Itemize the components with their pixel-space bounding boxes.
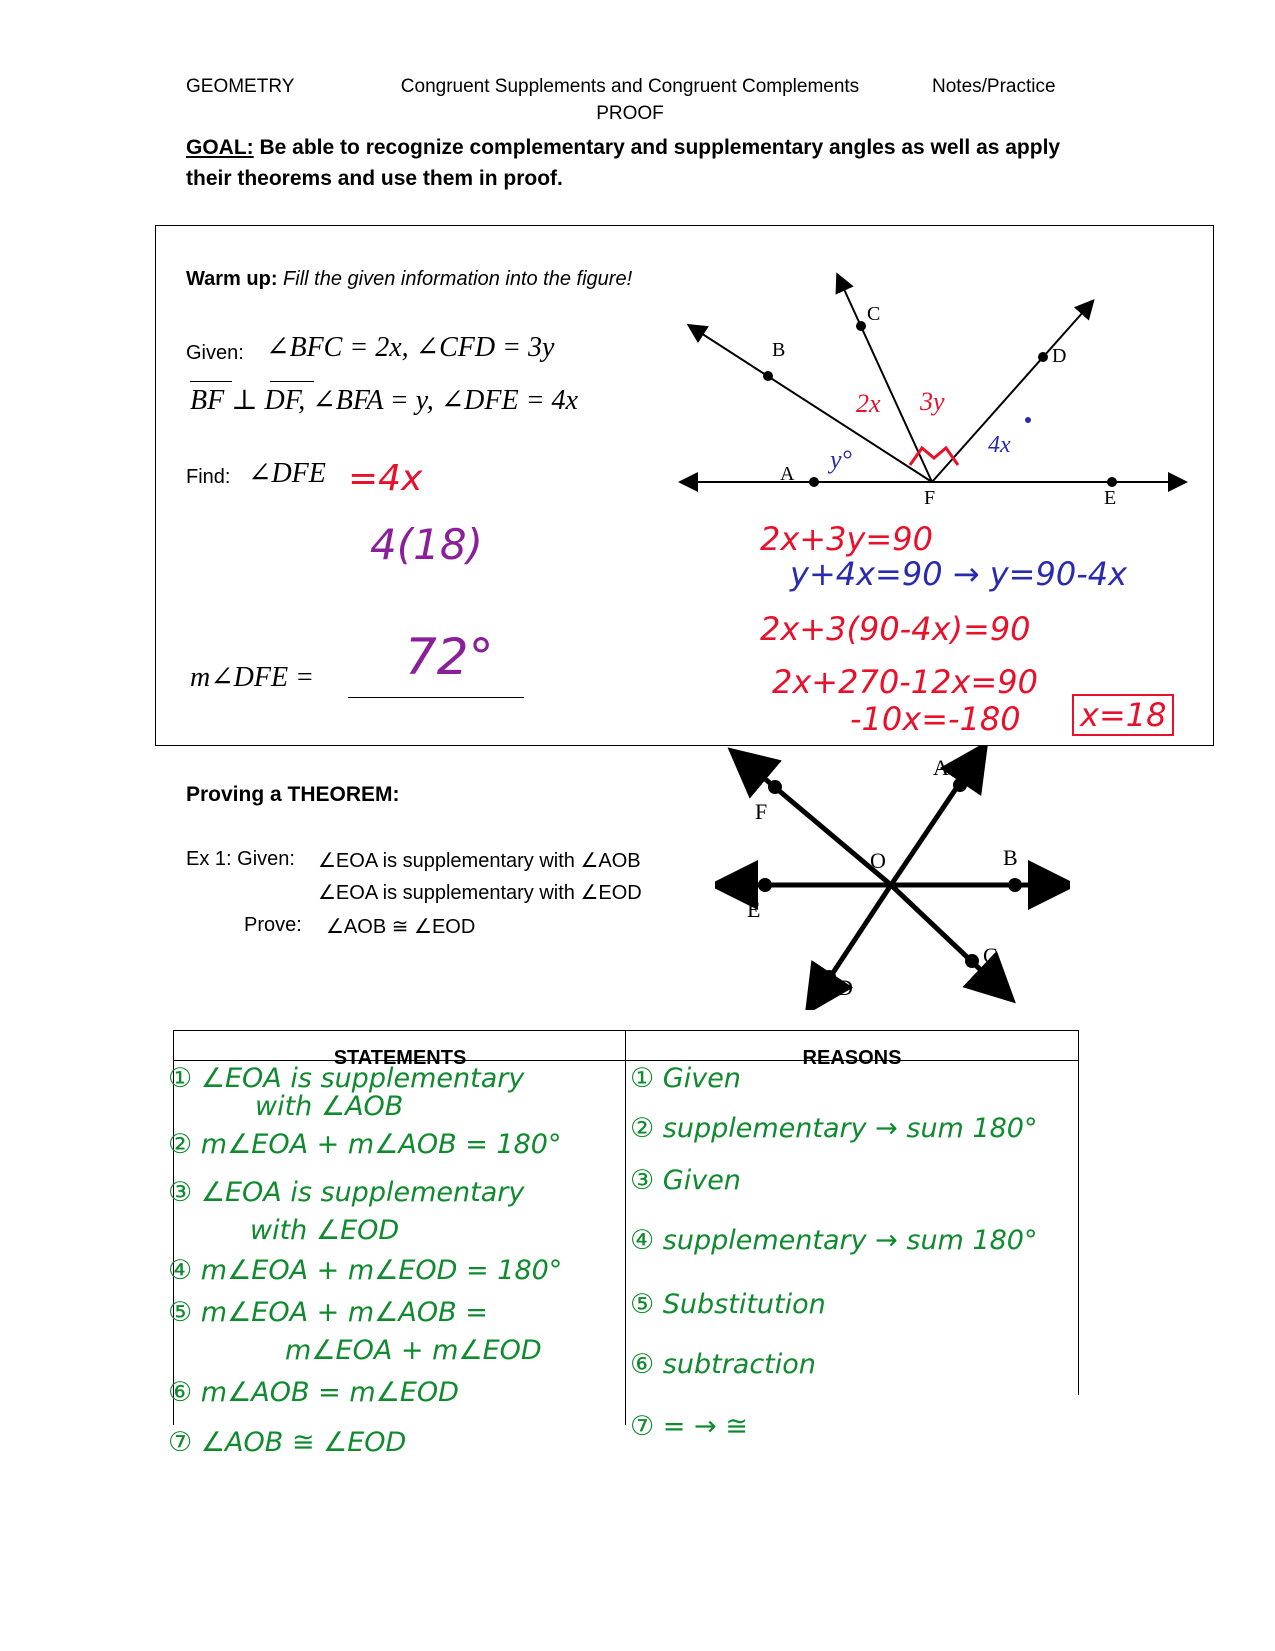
theorem-figure: [715, 745, 1070, 1010]
given-statement-2: ∠EOA is supplementary with ∠EOD: [318, 882, 642, 904]
label-d: D: [1052, 345, 1067, 367]
label-o: O: [870, 848, 886, 873]
reason-3: ③ Given: [630, 1165, 741, 1196]
label-d: D: [837, 975, 853, 1000]
point-f: [768, 780, 782, 794]
label-e: E: [747, 897, 761, 922]
answer-label: m∠DFE =: [190, 662, 315, 693]
point-d: [1038, 352, 1048, 362]
goal-text: Be able to recognize complementary and supplementary angles as well as apply their theorems and use them in proof.: [186, 136, 1061, 190]
ex-label: Ex 1: Given:: [186, 848, 295, 870]
label-e: E: [1104, 487, 1117, 509]
label-b: B: [772, 339, 786, 361]
find-label: Find:: [186, 466, 231, 488]
hand-eq-4x: =4x: [348, 458, 423, 499]
angle-label-3y: 3y: [920, 387, 945, 416]
angle-label-y: y°: [830, 445, 852, 474]
angle-label-4x: 4x: [988, 432, 1011, 458]
reasons-header: REASONS: [802, 1047, 902, 1069]
statement-5-cont: m∠EOA + m∠EOD: [285, 1335, 542, 1366]
statement-3: ③ ∠EOA is supplementary: [168, 1177, 525, 1208]
segment-bar-bf: [190, 381, 232, 382]
degree-dot: [1025, 417, 1031, 423]
label-a: A: [933, 755, 949, 780]
header-subject: GEOMETRY: [186, 76, 295, 97]
header-title: Congruent Supplements and Congruent Complements: [400, 76, 860, 97]
goal-statement: [186, 132, 1066, 194]
warmup-figure: [670, 260, 1200, 510]
prove-value: ∠AOB ≅ ∠EOD: [326, 916, 476, 938]
point-e: [758, 878, 772, 892]
point-b: [1008, 878, 1022, 892]
label-c: C: [867, 303, 881, 325]
point-a: [809, 477, 819, 487]
warmup-label: Warm up:: [186, 268, 278, 290]
find-value: ∠DFE: [248, 458, 326, 489]
label-f: F: [755, 799, 768, 824]
ray-fd: [932, 302, 1092, 482]
reason-6: ⑥ subtraction: [630, 1349, 816, 1380]
label-c: C: [983, 943, 998, 968]
point-a: [953, 778, 967, 792]
work-line-4: 2x+270-12x=90: [772, 663, 1038, 701]
given-statement-1: ∠EOA is supplementary with ∠AOB: [318, 850, 641, 872]
point-b: [763, 371, 773, 381]
given-line-1: ∠BFC = 2x, ∠CFD = 3y: [266, 332, 555, 363]
statement-4: ④ m∠EOA + m∠EOD = 180°: [168, 1255, 563, 1286]
header-subtitle: PROOF: [596, 103, 664, 124]
reason-5: ⑤ Substitution: [630, 1289, 826, 1320]
theorem-heading: Proving a THEOREM:: [186, 783, 400, 806]
warmup-heading: [186, 268, 632, 291]
point-e: [1107, 477, 1117, 487]
reason-4: ④ supplementary → sum 180°: [630, 1225, 1038, 1256]
goal-label: GOAL:: [186, 136, 254, 159]
reason-7: ⑦ = → ≅: [630, 1411, 748, 1442]
segment-bar-df: [270, 381, 314, 382]
work-result: x=18: [1072, 694, 1174, 736]
angle-label-2x: 2x: [856, 389, 881, 418]
given-label: Given:: [186, 342, 244, 364]
statements-header: STATEMENTS: [333, 1047, 467, 1069]
ray-oc: [891, 885, 1005, 993]
statement-3-cont: with ∠EOD: [250, 1215, 400, 1246]
label-f: F: [924, 487, 936, 509]
work-line-3: 2x+3(90-4x)=90: [760, 610, 1031, 648]
label-b: B: [1003, 845, 1018, 870]
statement-2: ② m∠EOA + m∠AOB = 180°: [168, 1129, 562, 1160]
point-c: [856, 321, 866, 331]
table-top-border: [173, 1030, 1079, 1031]
reason-2: ② supplementary → sum 180°: [630, 1113, 1038, 1144]
statement-1-cont: with ∠AOB: [255, 1091, 404, 1122]
reason-1: ① Given: [630, 1063, 741, 1094]
label-a: A: [780, 463, 795, 485]
hand-sub-4-18: 4(18): [370, 520, 483, 569]
statement-6: ⑥ m∠AOB = m∠EOD: [168, 1377, 459, 1408]
prove-label: Prove:: [244, 914, 302, 936]
point-d: [822, 970, 836, 984]
warmup-instruction: Fill the given information into the figure!: [283, 268, 633, 290]
point-c: [965, 954, 979, 968]
table-divider: [625, 1030, 626, 1425]
answer-blank: [348, 697, 524, 698]
table-right-border: [1078, 1030, 1079, 1395]
statement-7: ⑦ ∠AOB ≅ ∠EOD: [168, 1427, 407, 1458]
work-line-2: y+4x=90 → y=90-4x: [790, 555, 1128, 593]
work-line-5: -10x=-180: [850, 700, 1021, 738]
work-line-1: 2x+3y=90: [760, 520, 933, 558]
hand-answer: 72°: [405, 628, 494, 686]
given-line-2: BF ⊥ DF, ∠BFA = y, ∠DFE = 4x: [190, 385, 578, 416]
statement-5: ⑤ m∠EOA + m∠AOB =: [168, 1297, 488, 1328]
statement-1: ① ∠EOA is supplementary: [168, 1063, 525, 1094]
header-doc-type: Notes/Practice: [932, 76, 1056, 97]
